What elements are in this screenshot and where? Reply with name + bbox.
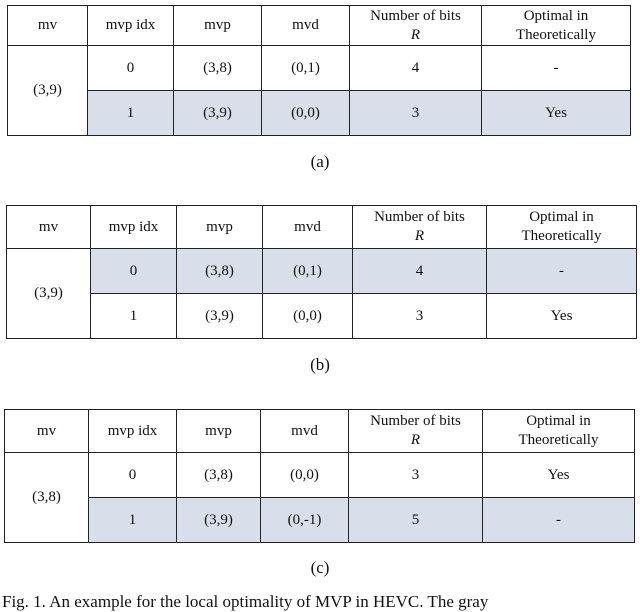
table-header-row [5,410,635,453]
cell-mvp: (3,8) [174,46,262,91]
table-b [6,205,637,339]
header-optimal-line1: Optimal in [526,413,591,429]
figure-caption: Fig. 1. An example for the local optimality of MVP in HEVC. The gray [2,592,489,611]
header-optimal-line2: Theoretically [521,228,602,244]
header-optimal [487,206,637,249]
cell-bits: 3 [349,453,483,498]
table-row [5,498,635,543]
cell-mvd: (0,0) [262,91,350,136]
cell-mvd: (0,0) [263,294,353,339]
cell-bits: 4 [353,249,487,294]
header-optimal [483,410,635,453]
table-row [7,249,637,294]
header-optimal-line1: Optimal in [529,209,594,225]
header-number-of-bits-line1: Number of bits [374,209,465,225]
header-mv: mv [5,410,89,453]
header-number-of-bits [353,206,487,249]
table-row [8,91,631,136]
cell-mvd: (0,1) [262,46,350,91]
header-mvd: mvd [262,6,350,46]
cell-mvp-idx: 1 [89,498,177,543]
table-row [7,294,637,339]
cell-mvp-idx: 0 [88,46,174,91]
subfigure-label-b: (b) [310,355,330,374]
cell-optimal: Yes [482,91,631,136]
cell-mvp-idx: 1 [88,91,174,136]
header-mv: mv [8,6,88,46]
cell-mvp: (3,8) [177,453,261,498]
header-mvp: mvp [177,410,261,453]
cell-mvd: (0,0) [261,453,349,498]
table-row [8,46,631,91]
header-number-of-bits-line1: Number of bits [370,413,461,429]
header-optimal-line2: Theoretically [516,26,596,43]
cell-bits: 3 [353,294,487,339]
cell-mvp: (3,9) [174,91,262,136]
cell-bits: 3 [350,91,482,136]
table-header-row [8,6,631,46]
header-r: R [410,26,421,43]
header-number-of-bits [350,6,482,46]
mv-cell: (3,9) [8,46,88,136]
cell-mvp: (3,8) [177,249,263,294]
cell-mvp-idx: 1 [91,294,177,339]
cell-optimal: - [483,498,635,543]
header-mvp-idx: mvp idx [89,410,177,453]
cell-mvd: (0,-1) [261,498,349,543]
subfigure-label-a: (a) [310,152,330,171]
header-number-of-bits-line1: Number of bits [370,7,461,24]
header-mv: mv [7,206,91,249]
cell-mvp-idx: 0 [89,453,177,498]
header-mvd: mvd [261,410,349,453]
cell-optimal: Yes [483,453,635,498]
header-mvp: mvp [174,6,262,46]
table-header-row [7,206,637,249]
cell-mvp-idx: 0 [91,249,177,294]
cell-bits: 4 [350,46,482,91]
cell-optimal: Yes [487,294,637,339]
header-mvp-idx: mvp idx [88,6,174,46]
header-optimal-line1: Optimal in [523,7,589,24]
cell-optimal: - [487,249,637,294]
header-mvd: mvd [263,206,353,249]
header-optimal [482,6,631,46]
header-optimal-line2: Theoretically [518,432,599,448]
cell-mvp: (3,9) [177,498,261,543]
table-a [7,5,631,136]
header-r: R [414,228,425,244]
mv-cell: (3,9) [7,249,91,339]
header-number-of-bits [349,410,483,453]
mv-cell: (3,8) [5,453,89,543]
table-c [4,409,635,543]
header-mvp-idx: mvp idx [91,206,177,249]
header-mvp: mvp [177,206,263,249]
cell-optimal: - [482,46,631,91]
table-row [5,453,635,498]
cell-mvp: (3,9) [177,294,263,339]
subfigure-label-c: (c) [310,558,330,577]
header-r: R [410,432,421,448]
cell-bits: 5 [349,498,483,543]
cell-mvd: (0,1) [263,249,353,294]
